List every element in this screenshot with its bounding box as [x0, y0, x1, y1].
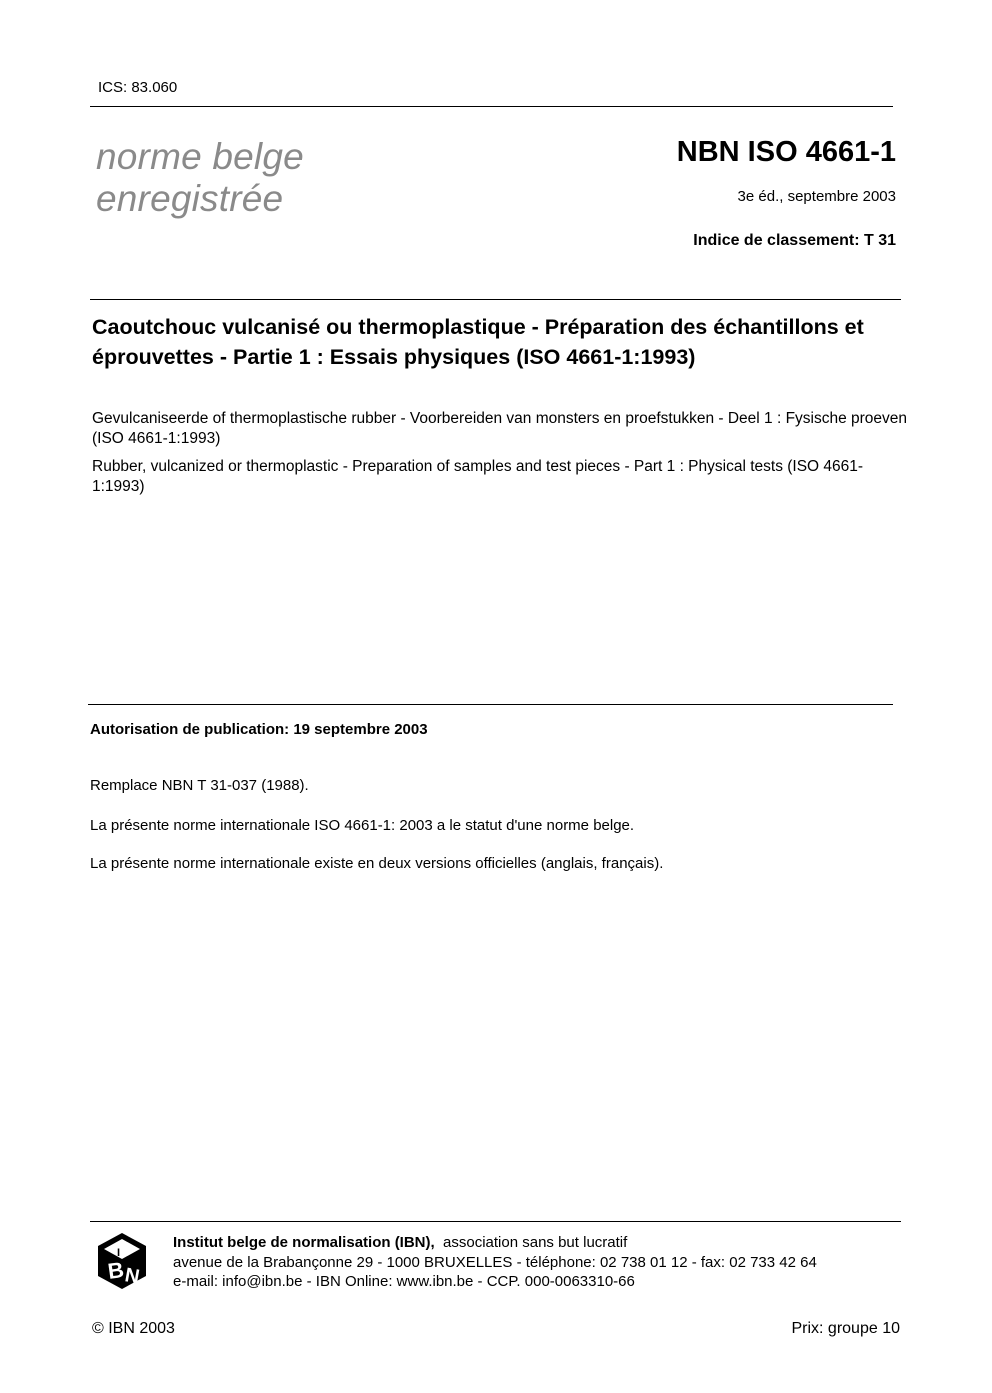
price-group: Prix: groupe 10: [791, 1320, 900, 1337]
institute-name: Institut belge de normalisation (IBN),: [173, 1234, 435, 1251]
ibn-logo-icon: [96, 1231, 148, 1291]
copyright: © IBN 2003: [92, 1320, 175, 1337]
brand-line-2: enregistrée: [96, 178, 284, 219]
ics-code: ICS: 83.060: [98, 79, 178, 96]
edition-date: 3e éd., septembre 2003: [737, 188, 896, 205]
title-english: Rubber, vulcanized or thermoplastic - Preparation of samples and test pieces - Part 1 : Physical tests (ISO 4661-1:1993): [92, 458, 864, 495]
replaces-note: Remplace NBN T 31-037 (1988).: [90, 777, 309, 794]
svg-text:I: I: [117, 1247, 121, 1259]
status-note: La présente norme internationale ISO 4661-1: 2003 a le statut d'une norme belge.: [90, 817, 635, 834]
top-divider: [90, 106, 893, 107]
standard-number: NBN ISO 4661-1: [676, 136, 896, 168]
footer-divider: [90, 1221, 901, 1222]
title-dutch: Gevulcaniseerde of thermoplastische rubber - Voorbereiden van monsters en proefstukken - Deel 1 : Fysische proeven (ISO 4661-1:1993): [92, 410, 908, 447]
document-brand: [96, 136, 304, 220]
svg-text:N: N: [123, 1264, 142, 1289]
brand-line-1: norme belge: [96, 136, 304, 177]
body-divider: [88, 704, 893, 705]
title-french: Caoutchouc vulcanisé ou thermoplastique - Préparation des échantillons et éprouvettes - Partie 1 : Essais physiques (ISO 4661-1:1993): [92, 315, 864, 369]
institute-type: association sans but lucratif: [443, 1234, 628, 1251]
svg-text:B: B: [106, 1256, 126, 1284]
institute-line: [173, 1233, 627, 1253]
publication-authorization: Autorisation de publication: 19 septembre 2003: [90, 721, 428, 738]
classification-index: Indice de classement: T 31: [693, 232, 896, 249]
versions-note: La présente norme internationale existe en deux versions officielles (anglais, français).: [90, 855, 664, 872]
title-divider: [90, 299, 901, 300]
institute-contact: e-mail: info@ibn.be - IBN Online: www.ibn.be - CCP. 000-0063310-66: [173, 1273, 635, 1290]
institute-address: avenue de la Brabançonne 29 - 1000 BRUXELLES - téléphone: 02 738 01 12 - fax: 02 733 42 64: [173, 1254, 817, 1271]
